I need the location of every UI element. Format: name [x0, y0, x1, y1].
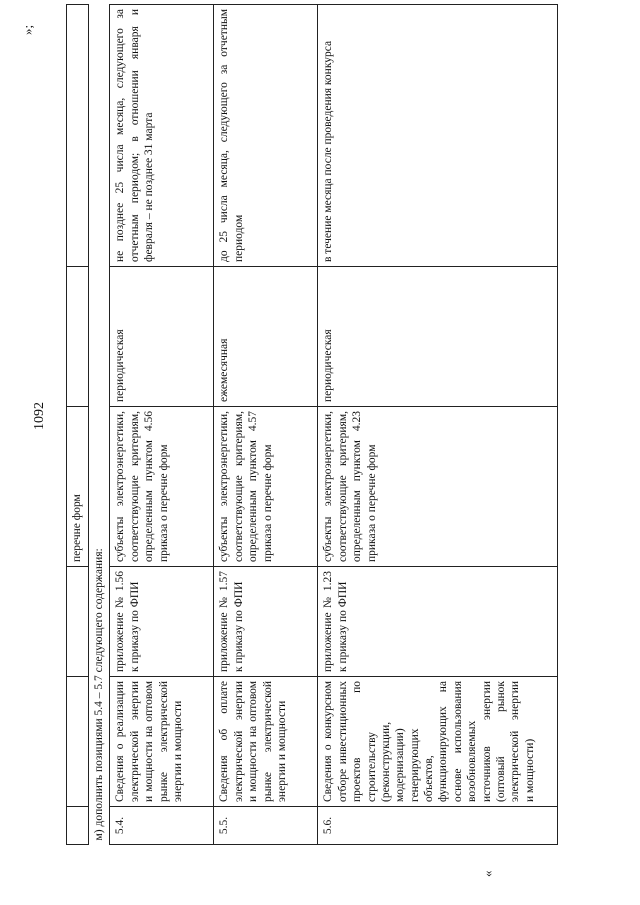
closing-quote: »;: [20, 24, 35, 35]
row-form: приложение № 1.56 к приказу по ФПИ: [110, 567, 214, 677]
note-row: [89, 5, 110, 845]
row-name: Сведения о реализации электрической энергии и мощности на оптовом рынке электрической энергии и мощности: [110, 677, 214, 807]
row-subjects: субъекты электроэнергетики, соответствующие критериям, определенным пунктом 4.56 приказа о перечне форм: [110, 407, 214, 567]
row-number: 5.4.: [110, 807, 214, 845]
prev-cell: перечне форм: [67, 407, 89, 567]
table-row: [110, 5, 214, 845]
page-number: 1092: [32, 402, 47, 430]
row-deadline: до 25 числа месяца, следующего за отчетным периодом: [214, 5, 318, 267]
row-deadline: не позднее 25 числа месяца, следующего за отчетным периодом; в отношении января и февраля – не позднее 31 марта: [110, 5, 214, 267]
row-name: Сведения об оплате электрической энергии и мощности на оптовом рынке электрической энергии и мощности: [214, 677, 318, 807]
row-subjects: субъекты электроэнергетики, соответствующие критериям, определенным пунктом 4.57 приказа о перечне форм: [214, 407, 318, 567]
table-row: [214, 5, 318, 845]
note-text: м) дополнить позициями 5.4 – 5.7 следующего содержания:: [93, 548, 105, 841]
row-number: 5.5.: [214, 807, 318, 845]
opening-quote: «: [480, 870, 495, 877]
row-subjects: субъекты электроэнергетики, соответствующие критериям, определенным пунктом 4.23 приказа о перечне форм: [318, 407, 558, 567]
row-period: ежемесячная: [214, 267, 318, 407]
positions-table: [66, 4, 558, 845]
row-form: приложение № 1.23 к приказу по ФПИ: [318, 567, 558, 677]
row-deadline: в течение месяца после проведения конкурса: [318, 5, 558, 267]
row-name: Сведения о конкурсном отборе инвестиционных проектов по строительству (реконструкции, модернизации) генерирующих объектов, функционирующих на основе использования возобновляемых источников энергии (оптовый рынок электрической энергии и мощности): [318, 677, 558, 807]
table-row: [318, 5, 558, 845]
row-period: периодическая: [318, 267, 558, 407]
row-form: приложение № 1.57 к приказу по ФПИ: [214, 567, 318, 677]
row-number: 5.6.: [318, 807, 558, 845]
table-row-prev: [67, 5, 89, 845]
row-period: периодическая: [110, 267, 214, 407]
